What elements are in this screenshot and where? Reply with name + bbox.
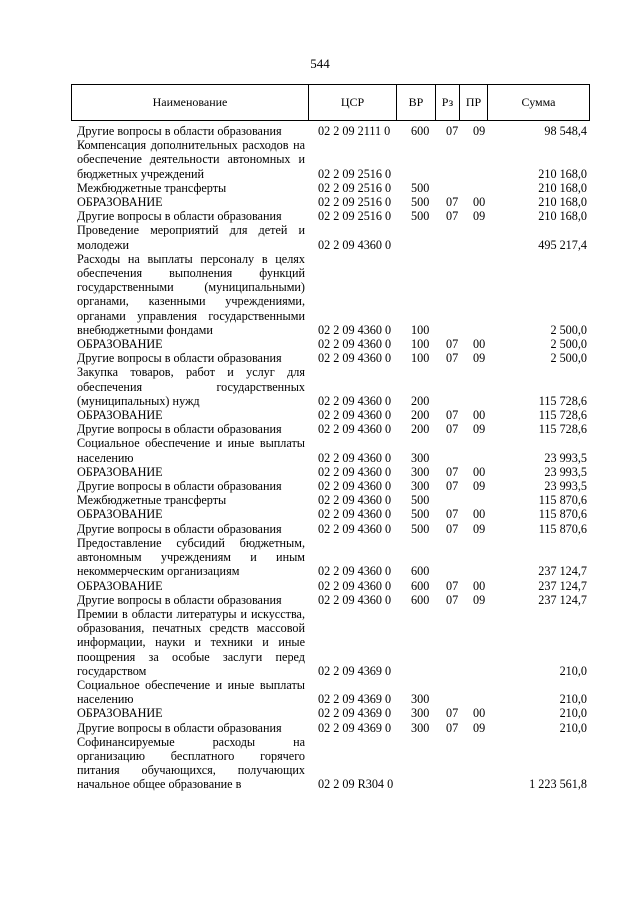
- row-pr: 00: [473, 706, 486, 721]
- row-name: Другие вопросы в области образования: [77, 209, 282, 224]
- row-rz: 07: [446, 408, 459, 423]
- row-name: Другие вопросы в области образования: [77, 592, 282, 607]
- row-sum: 210 168,0: [538, 209, 587, 224]
- row-pr: 09: [473, 521, 486, 536]
- row-csr: 02 2 09 4369 0: [318, 663, 392, 678]
- row-rz: 07: [446, 464, 459, 479]
- row-name: Межбюджетные трансферты: [77, 180, 227, 195]
- row-pr: 09: [473, 422, 486, 437]
- row-pr: 09: [473, 720, 486, 735]
- row-vr: 600: [411, 124, 430, 138]
- row-name: Премии в области литературы и искусства, образования, печатных средств массовой информации, науки и техники и иные поощрения за особые заслуги перед государством: [77, 606, 305, 678]
- row-rz: 07: [446, 195, 459, 210]
- table-row: [77, 408, 590, 422]
- row-rz: 07: [446, 706, 459, 721]
- table-body: [77, 124, 590, 792]
- row-name: Компенсация дополнительных расходов на обеспечение деятельности автономных и бюджетных учреждений: [77, 138, 305, 181]
- row-sum: 23 993,5: [544, 479, 587, 494]
- row-sum: 23 993,5: [544, 464, 587, 479]
- row-csr: 02 2 09 4360 0: [318, 564, 392, 579]
- table-row: [77, 337, 590, 351]
- row-sum: 495 217,4: [538, 237, 587, 252]
- row-name: Закупка товаров, работ и услуг для обеспечения государственных (муниципальных) нужд: [77, 365, 305, 408]
- page-number: 544: [310, 56, 330, 71]
- row-rz: 07: [446, 592, 459, 607]
- row-vr: 300: [411, 479, 430, 494]
- row-csr: 02 2 09 2516 0: [318, 166, 392, 181]
- row-vr: 200: [411, 393, 430, 408]
- row-sum: 210,0: [559, 706, 587, 721]
- row-name: Другие вопросы в области образования: [77, 124, 282, 138]
- row-sum: 210 168,0: [538, 195, 587, 210]
- row-rz: 07: [446, 521, 459, 536]
- row-vr: 100: [411, 337, 430, 352]
- row-name: Другие вопросы в области образования: [77, 479, 282, 494]
- row-csr: 02 2 09 4369 0: [318, 706, 392, 721]
- header-csr: ЦСР: [309, 85, 397, 120]
- row-vr: 300: [411, 692, 430, 707]
- row-csr: 02 2 09 4360 0: [318, 578, 392, 593]
- row-vr: 100: [411, 351, 430, 366]
- table-row: [77, 507, 590, 521]
- row-name: ОБРАЗОВАНИЕ: [77, 337, 163, 352]
- row-sum: 210,0: [559, 720, 587, 735]
- table-row: [77, 351, 590, 365]
- row-csr: 02 2 09 2111 0: [318, 124, 391, 138]
- row-csr: 02 2 09 4369 0: [318, 692, 392, 707]
- row-csr: 02 2 09 4360 0: [318, 351, 392, 366]
- row-csr: 02 2 09 R304 0: [318, 777, 394, 792]
- row-pr: 00: [473, 195, 486, 210]
- row-csr: 02 2 09 2516 0: [318, 209, 392, 224]
- row-pr: 00: [473, 464, 486, 479]
- row-sum: 115 728,6: [538, 422, 587, 437]
- row-vr: 300: [411, 450, 430, 465]
- row-vr: 600: [411, 578, 430, 593]
- row-name: Другие вопросы в области образования: [77, 521, 282, 536]
- row-rz: 07: [446, 578, 459, 593]
- row-sum: 23 993,5: [544, 450, 587, 465]
- row-name: Другие вопросы в области образования: [77, 720, 282, 735]
- table-row: [77, 579, 590, 593]
- row-pr: 09: [473, 479, 486, 494]
- row-vr: 500: [411, 507, 430, 522]
- header-rz: Рз: [436, 85, 460, 120]
- table-row: [77, 252, 590, 337]
- row-pr: 00: [473, 408, 486, 423]
- header-sum: Сумма: [521, 95, 556, 109]
- table-row: [77, 607, 590, 678]
- row-sum: 237 124,7: [538, 578, 587, 593]
- row-csr: 02 2 09 4360 0: [318, 337, 392, 352]
- row-vr: 300: [411, 720, 430, 735]
- row-csr: 02 2 09 4360 0: [318, 237, 392, 252]
- table-row: [77, 436, 590, 464]
- row-rz: 07: [446, 507, 459, 522]
- row-rz: 07: [446, 479, 459, 494]
- table-row: [77, 223, 590, 251]
- row-name: Предоставление субсидий бюджетным, автономным учреждениям и иным некоммерческим организациям: [77, 535, 305, 579]
- row-sum: 210 168,0: [538, 180, 587, 195]
- row-csr: 02 2 09 4360 0: [318, 521, 392, 536]
- row-csr: 02 2 09 4360 0: [318, 322, 392, 337]
- row-sum: 237 124,7: [538, 592, 587, 607]
- header-name: Наименование: [72, 85, 309, 120]
- table-row: [77, 365, 590, 408]
- row-name: Другие вопросы в области образования: [77, 351, 282, 366]
- header-vr: ВР: [397, 85, 436, 120]
- row-name: Расходы на выплаты персоналу в целях обеспечения выполнения функций государственными (муниципальными) органами, казенными учреждениями, органами управления государственными внебюджетными фондами: [77, 251, 305, 337]
- row-sum: 115 870,6: [538, 507, 587, 522]
- row-csr: 02 2 09 4360 0: [318, 479, 392, 494]
- row-rz: 07: [446, 351, 459, 366]
- row-rz: 07: [446, 720, 459, 735]
- table-row: [77, 195, 590, 209]
- row-vr: 600: [411, 592, 430, 607]
- row-pr: 00: [473, 578, 486, 593]
- table-header: [71, 84, 590, 121]
- row-csr: 02 2 09 4369 0: [318, 720, 392, 735]
- table-row: [77, 536, 590, 579]
- table-row: [77, 209, 590, 223]
- row-rz: 07: [446, 209, 459, 224]
- row-sum: 210,0: [559, 663, 587, 678]
- table-row: [77, 422, 590, 436]
- row-csr: 02 2 09 4360 0: [318, 450, 392, 465]
- table-row: [77, 593, 590, 607]
- table-row: [77, 522, 590, 536]
- row-rz: 07: [446, 337, 459, 352]
- row-vr: 500: [411, 493, 430, 508]
- row-vr: 200: [411, 408, 430, 423]
- row-csr: 02 2 09 4360 0: [318, 408, 392, 423]
- row-rz: 07: [446, 124, 459, 138]
- table-row: [77, 124, 590, 138]
- row-csr: 02 2 09 4360 0: [318, 507, 392, 522]
- row-vr: 600: [411, 564, 430, 579]
- row-pr: 09: [473, 124, 486, 138]
- table-row: [77, 493, 590, 507]
- row-vr: 100: [411, 322, 430, 337]
- row-name: Проведение мероприятий для детей и молодежи: [77, 223, 305, 252]
- header-pr: ПР: [460, 85, 488, 120]
- row-sum: 237 124,7: [538, 564, 587, 579]
- row-vr: 200: [411, 422, 430, 437]
- row-sum: 115 870,6: [538, 493, 587, 508]
- row-csr: 02 2 09 2516 0: [318, 195, 392, 210]
- row-sum: 210,0: [559, 692, 587, 707]
- table-row: [77, 678, 590, 706]
- row-vr: 500: [411, 180, 430, 195]
- table-row: [77, 706, 590, 720]
- row-sum: 210 168,0: [538, 166, 587, 181]
- row-pr: 09: [473, 351, 486, 366]
- row-pr: 09: [473, 592, 486, 607]
- row-name: ОБРАЗОВАНИЕ: [77, 464, 163, 479]
- row-sum: 115 870,6: [538, 521, 587, 536]
- row-pr: 00: [473, 337, 486, 352]
- row-name: ОБРАЗОВАНИЕ: [77, 578, 163, 593]
- row-rz: 07: [446, 422, 459, 437]
- table-row: [77, 479, 590, 493]
- row-name: ОБРАЗОВАНИЕ: [77, 195, 163, 210]
- row-pr: 09: [473, 209, 486, 224]
- row-sum: 1 223 561,8: [529, 777, 587, 792]
- row-vr: 500: [411, 521, 430, 536]
- row-name: ОБРАЗОВАНИЕ: [77, 507, 163, 522]
- row-sum: 2 500,0: [550, 337, 587, 352]
- row-name: Другие вопросы в области образования: [77, 422, 282, 437]
- table-row: [77, 721, 590, 735]
- row-sum: 98 548,4: [544, 124, 587, 138]
- row-pr: 00: [473, 507, 486, 522]
- row-sum: 115 728,6: [538, 408, 587, 423]
- row-vr: 300: [411, 706, 430, 721]
- row-name: ОБРАЗОВАНИЕ: [77, 706, 163, 721]
- row-csr: 02 2 09 4360 0: [318, 493, 392, 508]
- row-vr: 500: [411, 195, 430, 210]
- row-vr: 500: [411, 209, 430, 224]
- row-sum: 115 728,6: [538, 393, 587, 408]
- table-row: [77, 735, 590, 792]
- row-name: Социальное обеспечение и иные выплаты населению: [77, 436, 305, 465]
- row-name: Межбюджетные трансферты: [77, 493, 227, 508]
- table-row: [77, 138, 590, 181]
- table-row: [77, 465, 590, 479]
- row-name: ОБРАЗОВАНИЕ: [77, 408, 163, 423]
- table-row: [77, 181, 590, 195]
- row-sum: 2 500,0: [550, 351, 587, 366]
- row-csr: 02 2 09 4360 0: [318, 393, 392, 408]
- row-vr: 300: [411, 464, 430, 479]
- row-name: Софинансируемые расходы на организацию бесплатного горячего питания обучающихся, получающих начальное общее образование в: [77, 734, 305, 792]
- row-csr: 02 2 09 4360 0: [318, 592, 392, 607]
- row-sum: 2 500,0: [550, 322, 587, 337]
- row-csr: 02 2 09 2516 0: [318, 180, 392, 195]
- row-name: Социальное обеспечение и иные выплаты населению: [77, 677, 305, 707]
- row-csr: 02 2 09 4360 0: [318, 422, 392, 437]
- row-csr: 02 2 09 4360 0: [318, 464, 392, 479]
